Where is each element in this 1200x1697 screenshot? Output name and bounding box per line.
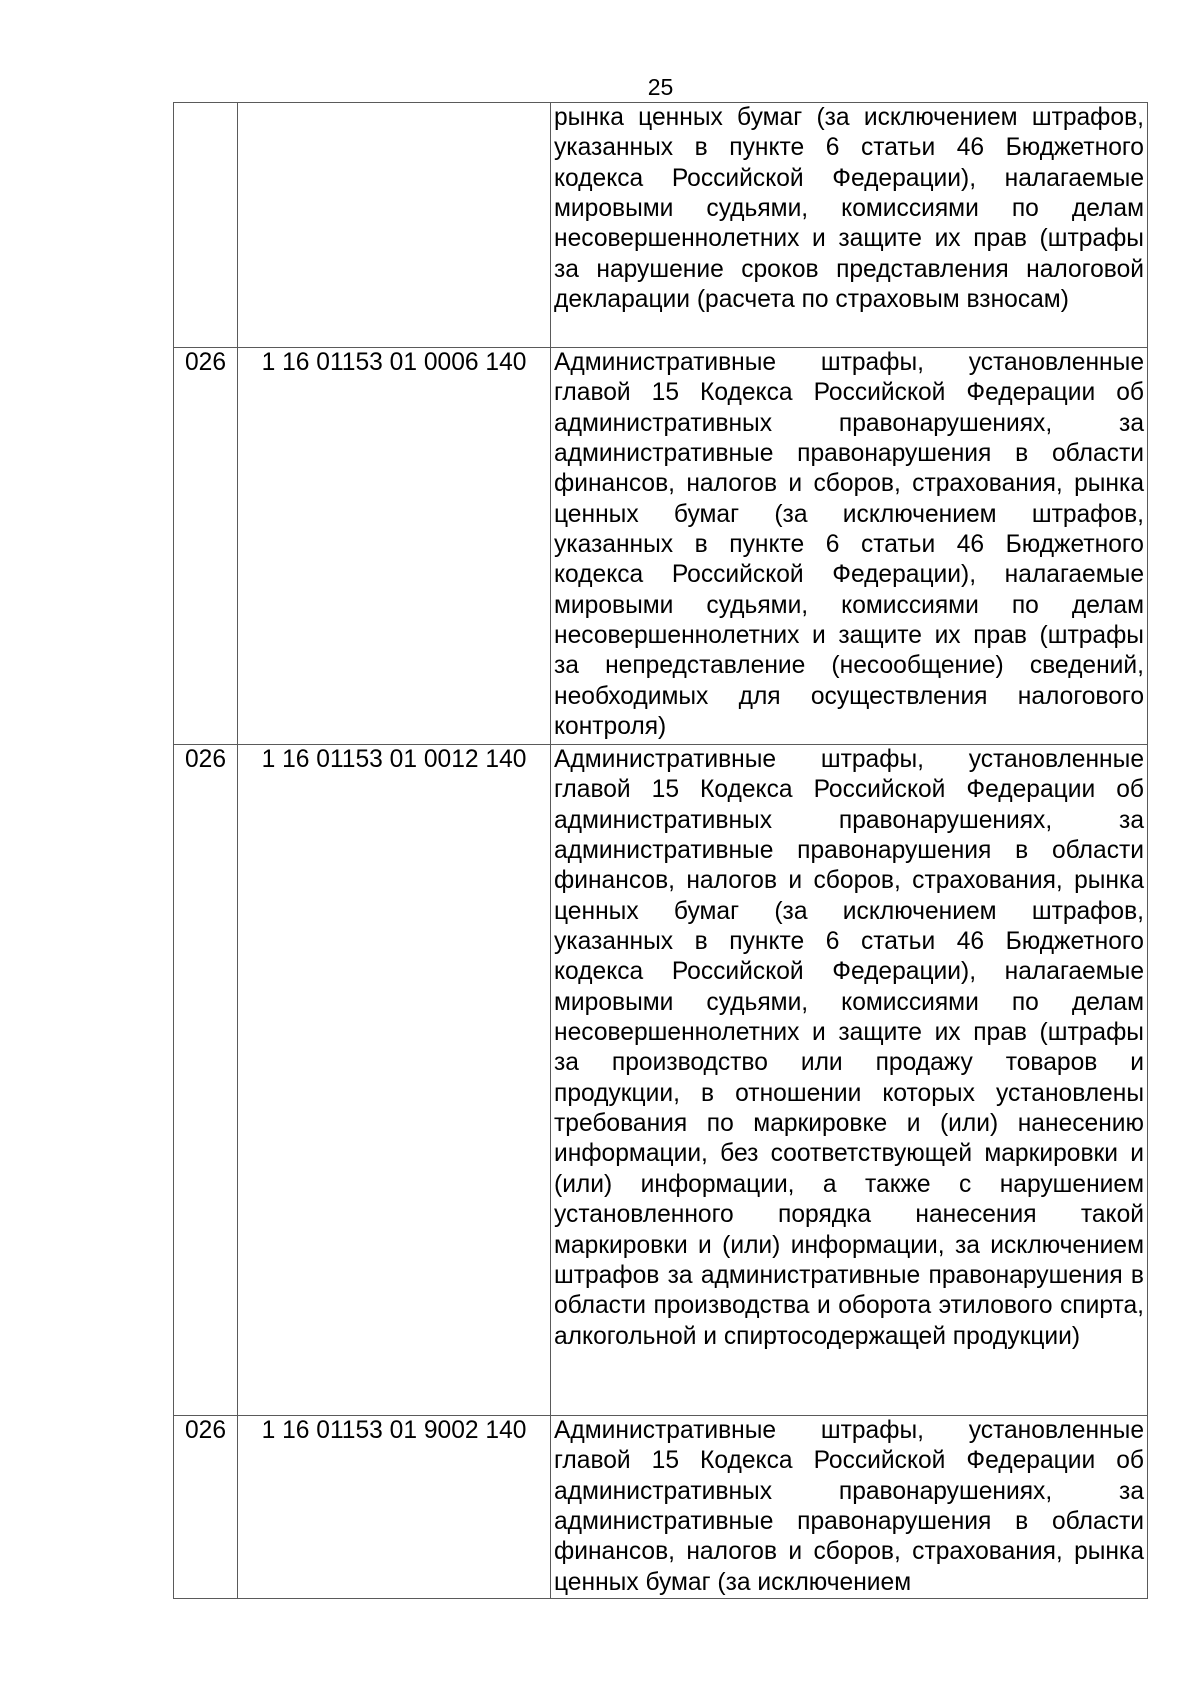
- admin-code-cell: 026: [174, 348, 238, 745]
- admin-code-cell: [174, 103, 238, 348]
- kbk-code-cell: [238, 103, 551, 348]
- admin-code-cell: 026: [174, 1416, 238, 1599]
- kbk-code-cell: 1 16 01153 01 0006 140: [238, 348, 551, 745]
- admin-code-cell: 026: [174, 745, 238, 1416]
- revenue-name-cell: Административные штрафы, установленные главой 15 Кодекса Российской Федерации об административных правонарушениях, за административные правонарушения в области финансов, налогов и сборов, страхования, рынка ценных бумаг (за исключением штрафов, указанных в пункте 6 статьи 46 Бюджетного кодекса Российской Федерации), налагаемые мировыми судьями, комиссиями по делам несовершеннолетних и защите их прав (штрафы за производство или продажу товаров и продукции, в отношении которых установлены требования по маркировке и (или) нанесению информации, без соответствующей маркировки и (или) информации, а также с нарушением установленного порядка нанесения такой маркировки и (или) информации, за исключением штрафов за административные правонарушения в области производства и оборота этилового спирта, алкогольной и спиртосодержащей продукции): [551, 745, 1148, 1416]
- table-row: [174, 1416, 1148, 1599]
- revenue-name-cell: рынка ценных бумаг (за исключением штрафов, указанных в пункте 6 статьи 46 Бюджетного кодекса Российской Федерации), налагаемые мировыми судьями, комиссиями по делам несовершеннолетних и защите их прав (штрафы за нарушение сроков представления налоговой декларации (расчета по страховым взносам): [551, 103, 1148, 348]
- table-row: [174, 103, 1148, 348]
- revenue-name-cell: Административные штрафы, установленные главой 15 Кодекса Российской Федерации об административных правонарушениях, за административные правонарушения в области финансов, налогов и сборов, страхования, рынка ценных бумаг (за исключением: [551, 1416, 1148, 1599]
- table-row: [174, 745, 1148, 1416]
- kbk-code-cell: 1 16 01153 01 9002 140: [238, 1416, 551, 1599]
- kbk-table: [173, 102, 1148, 1599]
- revenue-name-cell: Административные штрафы, установленные главой 15 Кодекса Российской Федерации об административных правонарушениях, за административные правонарушения в области финансов, налогов и сборов, страхования, рынка ценных бумаг (за исключением штрафов, указанных в пункте 6 статьи 46 Бюджетного кодекса Российской Федерации), налагаемые мировыми судьями, комиссиями по делам несовершеннолетних и защите их прав (штрафы за непредставление (несообщение) сведений, необходимых для осуществления налогового контроля): [551, 348, 1148, 745]
- page-number: 25: [647, 74, 674, 100]
- table-row: [174, 348, 1148, 745]
- kbk-code-cell: 1 16 01153 01 0012 140: [238, 745, 551, 1416]
